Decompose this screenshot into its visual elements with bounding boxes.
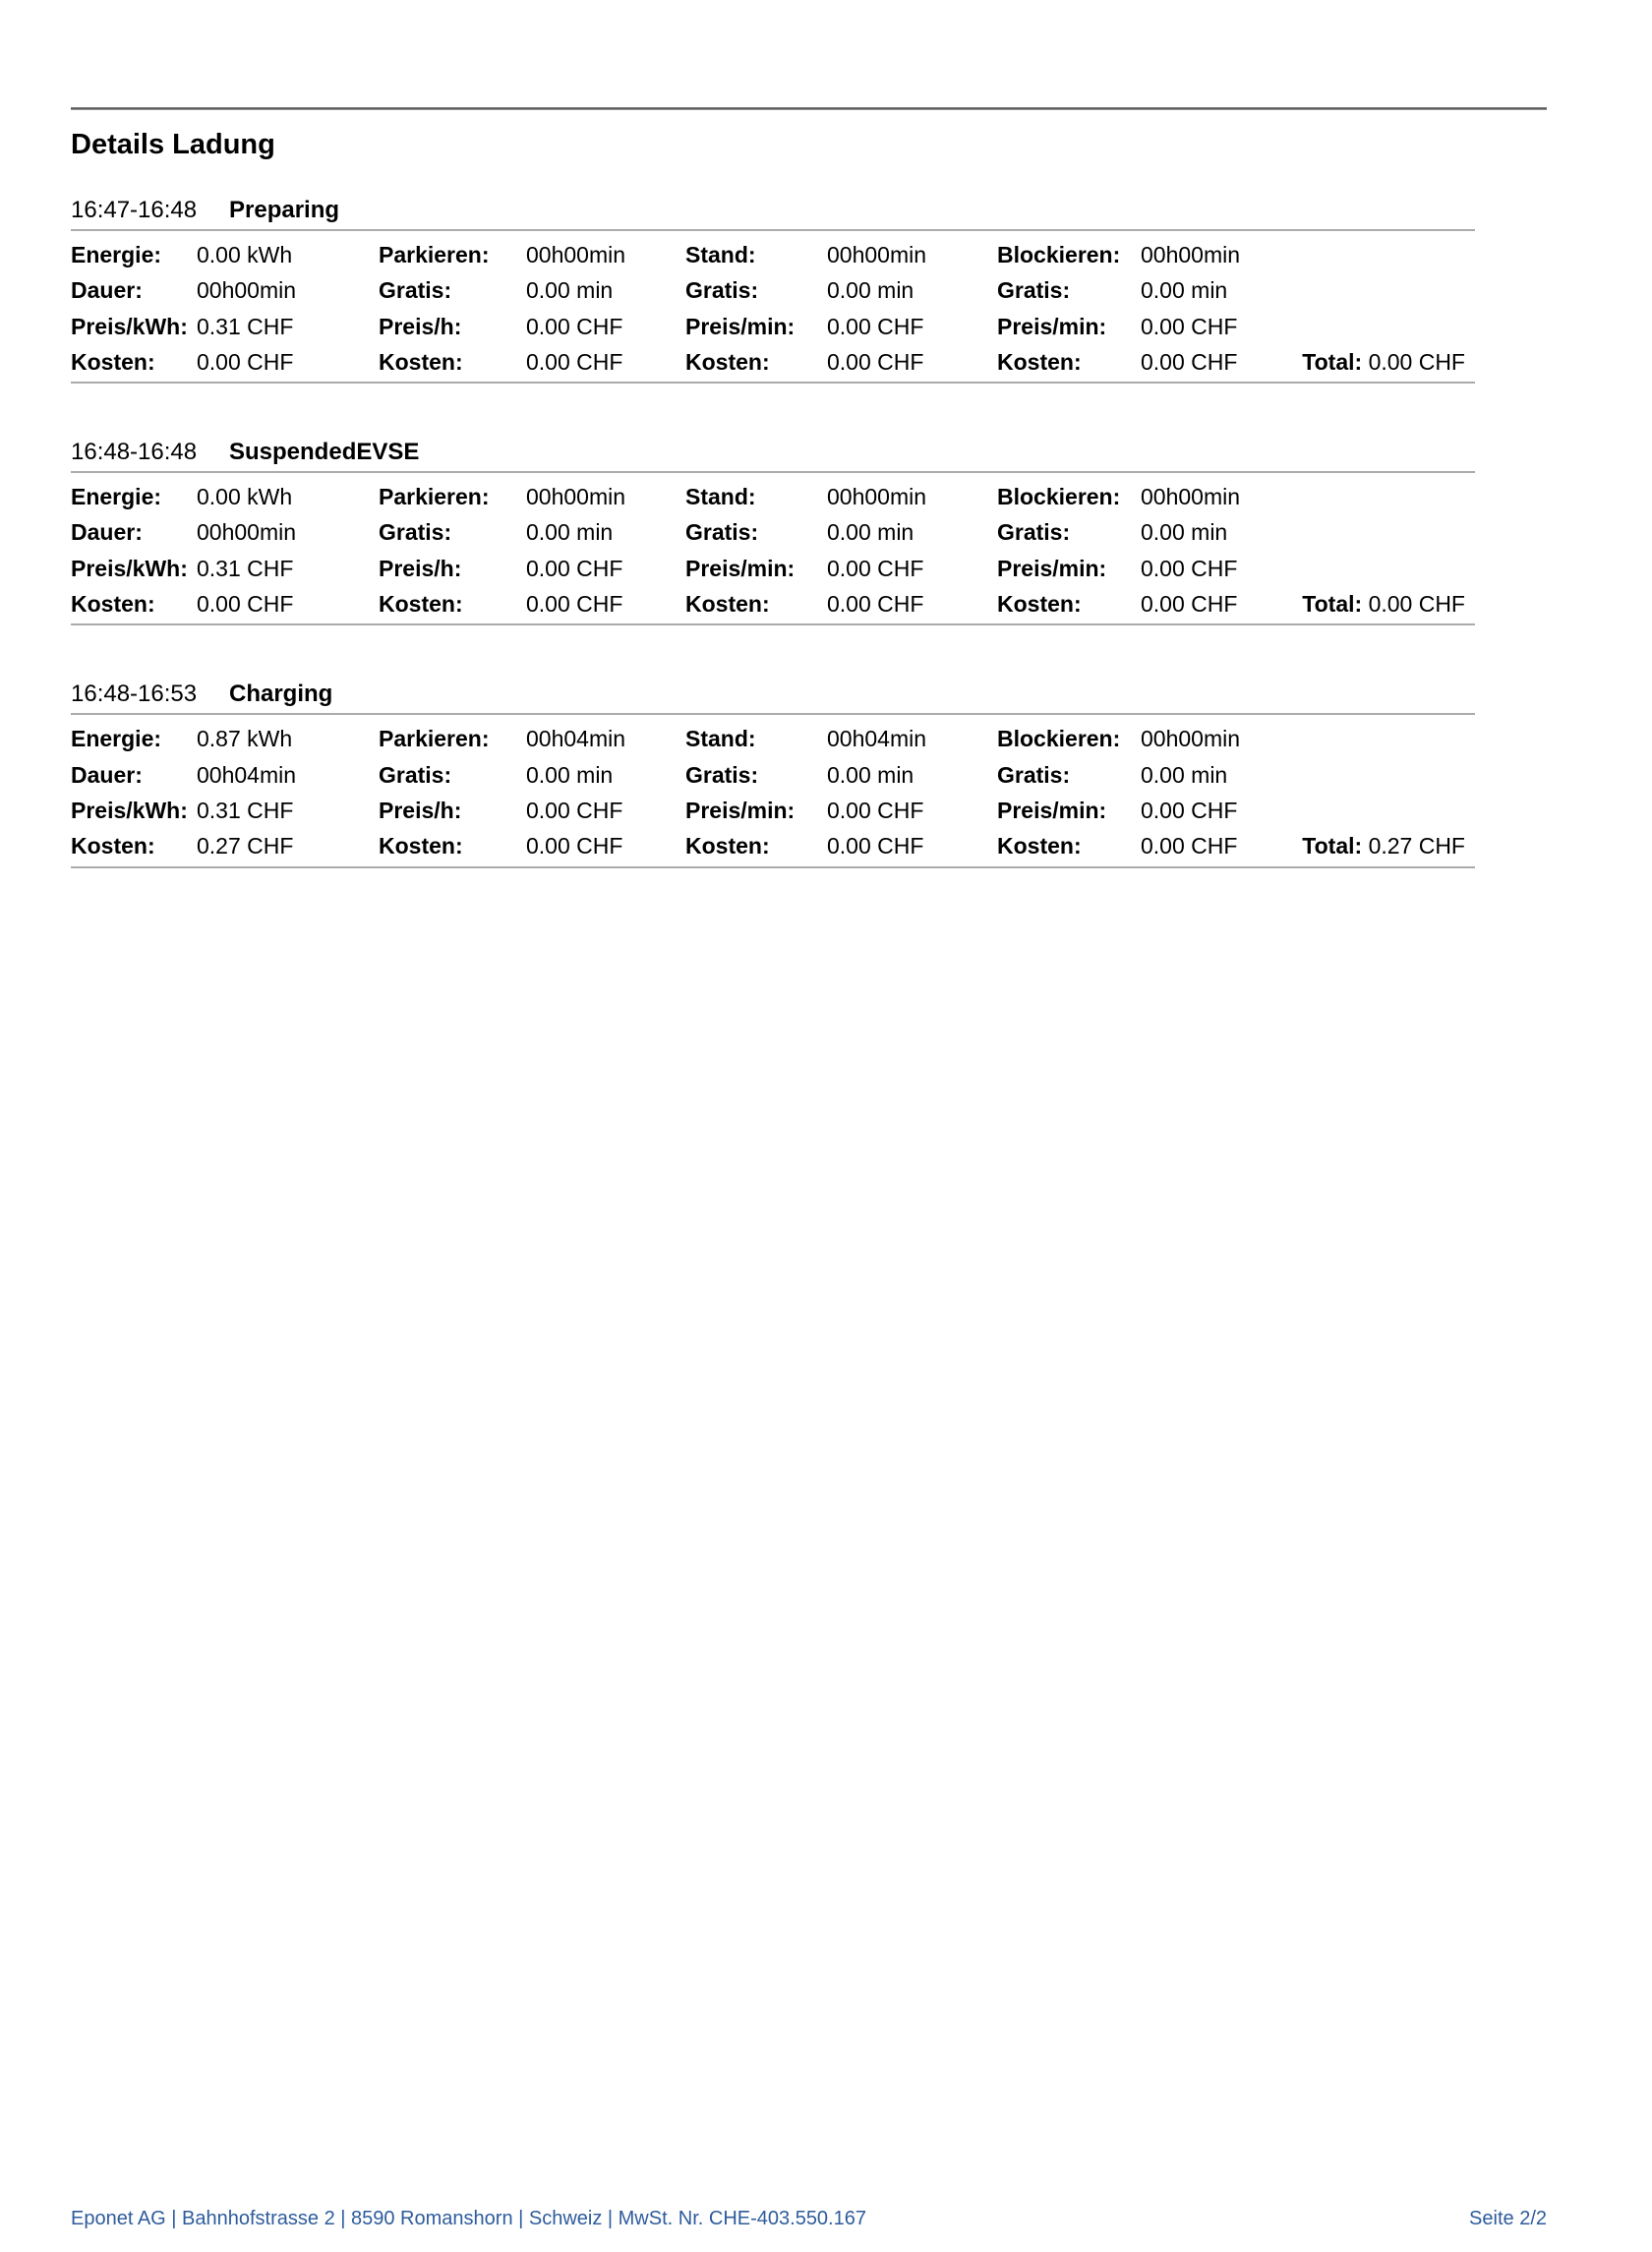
field-value: 0.00 CHF bbox=[197, 591, 294, 618]
field-value: 00h00min bbox=[526, 242, 626, 267]
field-label: Energie: bbox=[71, 726, 162, 752]
field-value: 0.00 min bbox=[1141, 277, 1228, 304]
field-label: Gratis: bbox=[685, 761, 759, 788]
page-top-rule bbox=[71, 107, 1547, 110]
field-label: Preis/h: bbox=[379, 313, 462, 339]
field-label: Preis/min: bbox=[997, 797, 1107, 823]
field-value: 0.00 CHF bbox=[1141, 348, 1238, 375]
field-value: 00h04min bbox=[526, 726, 626, 752]
field-value: 00h00min bbox=[827, 242, 927, 267]
row-total bbox=[1278, 721, 1475, 756]
field-label: Stand: bbox=[685, 242, 756, 267]
field-label: Parkieren: bbox=[379, 242, 490, 267]
field-label: Dauer: bbox=[71, 761, 143, 788]
field-value: 0.00 CHF bbox=[526, 797, 623, 823]
section-time-range: 16:48-16:53 bbox=[71, 681, 198, 708]
field-value: 00h00min bbox=[197, 519, 297, 546]
field-value: 0.00 CHF bbox=[1141, 833, 1238, 859]
field-label: Preis/kWh: bbox=[71, 555, 188, 581]
detail-row bbox=[71, 514, 1475, 550]
row-total bbox=[1278, 344, 1475, 380]
field-value: 0.00 CHF bbox=[1141, 555, 1238, 581]
total-value: 0.27 CHF bbox=[1368, 833, 1465, 859]
field-value: 0.00 min bbox=[526, 277, 614, 304]
row-total bbox=[1278, 237, 1475, 272]
field-value: 0.00 CHF bbox=[827, 797, 924, 823]
field-label: Parkieren: bbox=[379, 726, 490, 752]
detail-row bbox=[71, 828, 1475, 863]
field-value: 0.31 CHF bbox=[197, 313, 294, 339]
field-value: 0.00 min bbox=[526, 519, 614, 546]
section-divider-top bbox=[71, 229, 1475, 231]
field-value: 0.00 kWh bbox=[197, 242, 293, 267]
field-value: 00h04min bbox=[827, 726, 927, 752]
field-label: Dauer: bbox=[71, 519, 143, 546]
field-value: 0.00 CHF bbox=[1141, 591, 1238, 618]
row-total bbox=[1278, 586, 1475, 622]
field-value: 00h00min bbox=[827, 484, 927, 510]
field-value: 0.27 CHF bbox=[197, 833, 294, 859]
detail-row bbox=[71, 757, 1475, 793]
field-value: 00h00min bbox=[1141, 484, 1241, 510]
field-label: Gratis: bbox=[997, 277, 1071, 304]
row-total bbox=[1278, 757, 1475, 793]
field-label: Dauer: bbox=[71, 277, 143, 304]
field-label: Gratis: bbox=[685, 519, 759, 546]
field-label: Gratis: bbox=[379, 761, 452, 788]
field-label: Preis/h: bbox=[379, 797, 462, 823]
detail-rows bbox=[71, 721, 1475, 863]
row-total bbox=[1278, 551, 1475, 586]
detail-row bbox=[71, 721, 1475, 756]
field-value: 0.00 CHF bbox=[827, 313, 924, 339]
field-label: Stand: bbox=[685, 484, 756, 510]
field-label: Kosten: bbox=[379, 591, 463, 618]
field-label: Preis/min: bbox=[685, 797, 796, 823]
field-value: 0.00 CHF bbox=[526, 555, 623, 581]
field-label: Gratis: bbox=[997, 519, 1071, 546]
section-time-range: 16:48-16:48 bbox=[71, 439, 198, 466]
row-total bbox=[1278, 793, 1475, 828]
field-label: Kosten: bbox=[71, 833, 155, 859]
detail-row bbox=[71, 586, 1475, 622]
detail-row bbox=[71, 479, 1475, 514]
field-value: 00h00min bbox=[1141, 726, 1241, 752]
total-value: 0.00 CHF bbox=[1368, 591, 1465, 618]
field-label: Energie: bbox=[71, 484, 162, 510]
field-value: 0.00 min bbox=[827, 277, 914, 304]
detail-row bbox=[71, 793, 1475, 828]
charge-section-preparing bbox=[71, 196, 1475, 384]
footer bbox=[71, 2207, 1547, 2230]
detail-rows bbox=[71, 479, 1475, 622]
field-value: 0.00 CHF bbox=[526, 348, 623, 375]
section-header bbox=[71, 196, 1475, 225]
field-label: Gratis: bbox=[379, 277, 452, 304]
field-value: 0.00 min bbox=[1141, 519, 1228, 546]
field-value: 00h00min bbox=[1141, 242, 1241, 267]
field-value: 0.00 min bbox=[1141, 761, 1228, 788]
footer-page-number: Seite 2/2 bbox=[1469, 2208, 1547, 2229]
detail-row bbox=[71, 272, 1475, 308]
field-label: Stand: bbox=[685, 726, 756, 752]
field-value: 0.00 kWh bbox=[197, 484, 293, 510]
field-label: Kosten: bbox=[685, 591, 770, 618]
field-label: Blockieren: bbox=[997, 242, 1121, 267]
section-status: Preparing bbox=[229, 197, 340, 223]
page-title: Details Ladung bbox=[71, 129, 275, 160]
field-label: Energie: bbox=[71, 242, 162, 267]
section-divider-top bbox=[71, 471, 1475, 473]
detail-row bbox=[71, 309, 1475, 344]
field-label: Kosten: bbox=[997, 833, 1082, 859]
detail-row bbox=[71, 551, 1475, 586]
field-value: 00h00min bbox=[526, 484, 626, 510]
section-header bbox=[71, 438, 1475, 467]
field-label: Gratis: bbox=[379, 519, 452, 546]
field-label: Gratis: bbox=[685, 277, 759, 304]
field-label: Kosten: bbox=[685, 348, 770, 375]
field-value: 0.00 min bbox=[827, 761, 914, 788]
field-value: 0.87 kWh bbox=[197, 726, 293, 752]
field-value: 0.31 CHF bbox=[197, 555, 294, 581]
section-divider-bottom bbox=[71, 382, 1475, 384]
row-total bbox=[1278, 479, 1475, 514]
field-value: 0.00 CHF bbox=[827, 833, 924, 859]
total-label: Total: bbox=[1302, 348, 1363, 375]
total-label: Total: bbox=[1302, 833, 1363, 859]
field-value: 0.00 CHF bbox=[526, 591, 623, 618]
detail-row bbox=[71, 344, 1475, 380]
field-label: Preis/kWh: bbox=[71, 797, 188, 823]
row-total bbox=[1278, 514, 1475, 550]
field-value: 0.00 min bbox=[827, 519, 914, 546]
field-label: Kosten: bbox=[997, 348, 1082, 375]
field-label: Preis/min: bbox=[685, 555, 796, 581]
field-value: 0.00 CHF bbox=[1141, 797, 1238, 823]
footer-company-info: Eponet AG | Bahnhofstrasse 2 | 8590 Romanshorn | Schweiz | MwSt. Nr. CHE-403.550.167 bbox=[71, 2208, 866, 2229]
field-label: Parkieren: bbox=[379, 484, 490, 510]
total-value: 0.00 CHF bbox=[1368, 348, 1465, 375]
field-value: 0.31 CHF bbox=[197, 797, 294, 823]
field-value: 0.00 CHF bbox=[526, 313, 623, 339]
section-header bbox=[71, 680, 1475, 709]
field-label: Preis/h: bbox=[379, 555, 462, 581]
field-label: Preis/kWh: bbox=[71, 313, 188, 339]
field-label: Kosten: bbox=[71, 348, 155, 375]
field-label: Preis/min: bbox=[997, 313, 1107, 339]
section-time-range: 16:47-16:48 bbox=[71, 197, 198, 223]
row-total bbox=[1278, 272, 1475, 308]
field-value: 0.00 CHF bbox=[827, 591, 924, 618]
field-value: 0.00 CHF bbox=[197, 348, 294, 375]
charge-section-suspendedevse bbox=[71, 438, 1475, 625]
field-value: 00h00min bbox=[197, 277, 297, 304]
section-divider-bottom bbox=[71, 623, 1475, 625]
field-label: Kosten: bbox=[997, 591, 1082, 618]
total-label: Total: bbox=[1302, 591, 1363, 618]
field-label: Kosten: bbox=[379, 348, 463, 375]
field-value: 00h04min bbox=[197, 761, 297, 788]
field-label: Preis/min: bbox=[685, 313, 796, 339]
section-status: SuspendedEVSE bbox=[229, 439, 420, 466]
field-label: Blockieren: bbox=[997, 726, 1121, 752]
field-label: Blockieren: bbox=[997, 484, 1121, 510]
section-divider-top bbox=[71, 713, 1475, 715]
field-value: 0.00 CHF bbox=[827, 555, 924, 581]
charge-section-charging bbox=[71, 680, 1475, 867]
detail-row bbox=[71, 237, 1475, 272]
row-total bbox=[1278, 828, 1475, 863]
field-label: Preis/min: bbox=[997, 555, 1107, 581]
field-value: 0.00 CHF bbox=[526, 833, 623, 859]
field-value: 0.00 min bbox=[526, 761, 614, 788]
field-label: Kosten: bbox=[379, 833, 463, 859]
field-label: Kosten: bbox=[685, 833, 770, 859]
field-label: Gratis: bbox=[997, 761, 1071, 788]
section-divider-bottom bbox=[71, 866, 1475, 868]
detail-rows bbox=[71, 237, 1475, 380]
field-value: 0.00 CHF bbox=[827, 348, 924, 375]
section-status: Charging bbox=[229, 681, 333, 708]
field-label: Kosten: bbox=[71, 591, 155, 618]
field-value: 0.00 CHF bbox=[1141, 313, 1238, 339]
row-total bbox=[1278, 309, 1475, 344]
